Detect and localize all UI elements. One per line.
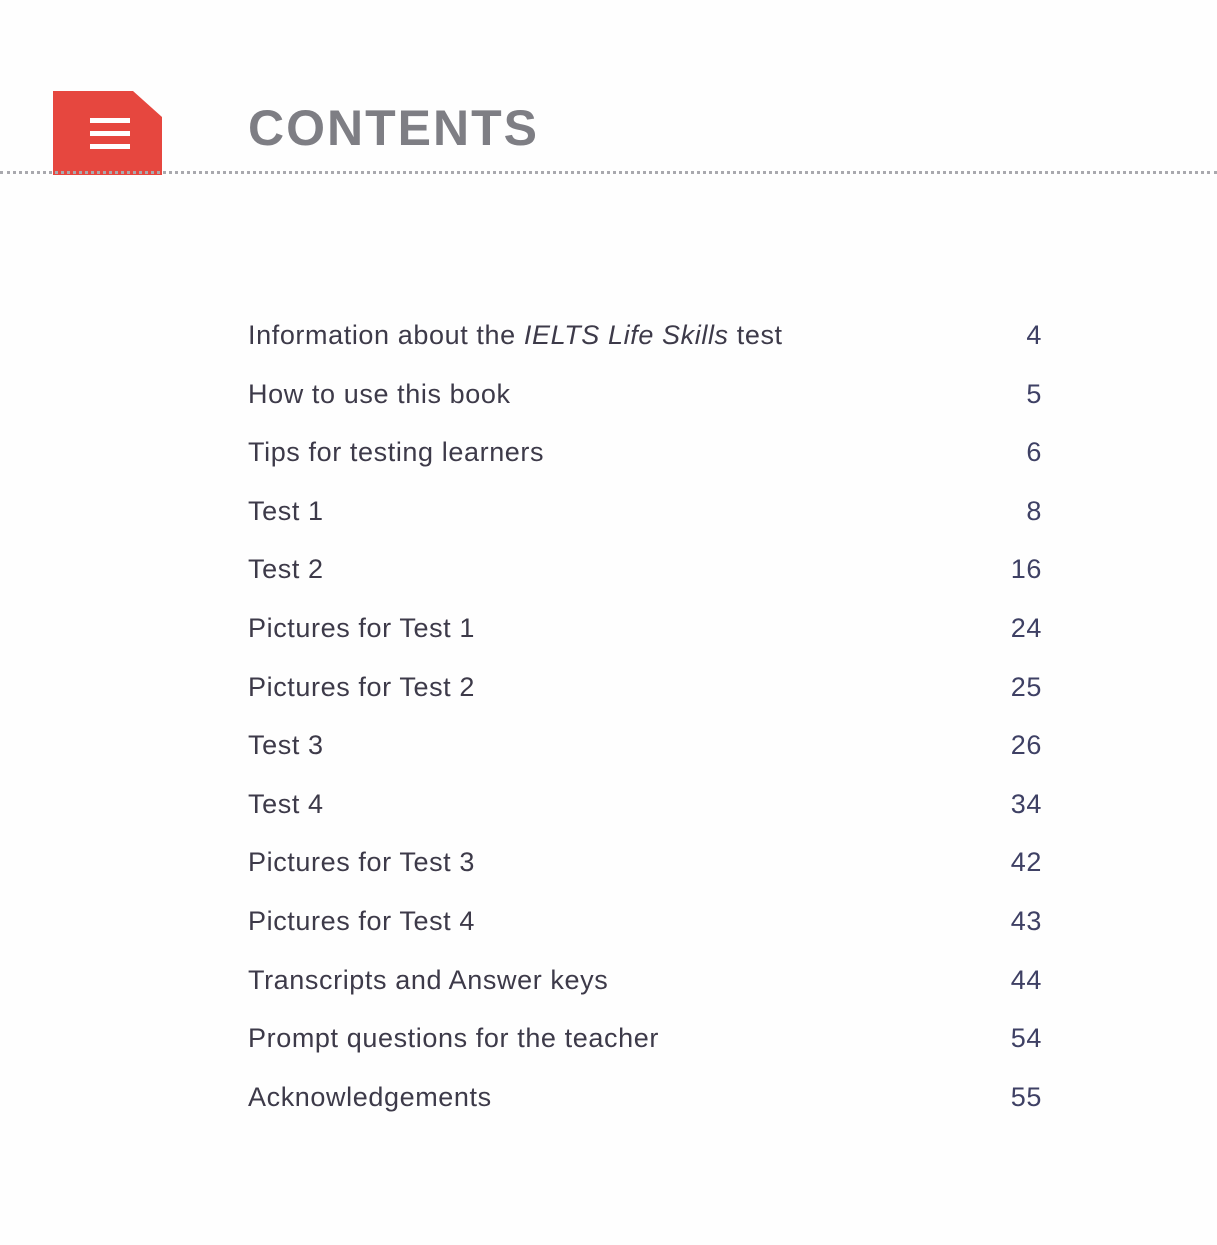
toc-entry	[248, 1082, 1042, 1141]
toc-entry-title	[248, 496, 324, 527]
toc-entry	[248, 965, 1042, 1024]
section-badge	[53, 91, 162, 175]
toc-entry-title-text: Test 3	[248, 730, 324, 761]
toc-entry-title-text: Pictures for Test 4	[248, 905, 475, 936]
toc-entry	[248, 1023, 1042, 1082]
toc-entry-page-number: 54	[1010, 1023, 1042, 1054]
roman-numeral-three-icon	[90, 118, 130, 150]
toc-entry-title	[248, 847, 475, 878]
toc-entry	[248, 730, 1042, 789]
toc-entry-title-italic: IELTS Life Skills	[523, 320, 729, 350]
toc-entry-title-text: Acknowledgements	[248, 1081, 492, 1112]
toc-entry-title	[248, 613, 475, 644]
toc-entry-title-text: Transcripts and Answer keys	[248, 964, 609, 995]
toc-entry-title	[248, 1023, 659, 1054]
toc-entry-title	[248, 437, 544, 468]
toc-entry	[248, 613, 1042, 672]
toc-entry-title	[248, 1082, 492, 1113]
toc-entry	[248, 672, 1042, 731]
toc-entry-page-number: 16	[1010, 554, 1042, 585]
toc-entry-title-text: Tips for testing learners	[248, 437, 545, 468]
toc-entry-page-number: 5	[1026, 378, 1042, 409]
toc-entry-title	[248, 320, 783, 351]
toc-entry-page-number: 55	[1010, 1081, 1042, 1112]
toc-entry-title-text: Pictures for Test 2	[248, 671, 475, 702]
toc-entry	[248, 496, 1042, 555]
toc-entry	[248, 320, 1042, 379]
toc-entry-title	[248, 672, 475, 703]
toc-entry-title	[248, 379, 511, 410]
toc-entry-page-number: 34	[1010, 788, 1042, 819]
toc-entry-title-text: Test 2	[248, 554, 324, 585]
header-divider	[0, 171, 1217, 174]
toc-entry	[248, 554, 1042, 613]
toc-entry-title-suffix: test	[728, 320, 783, 350]
toc-entry-title-text: Pictures for Test 3	[248, 847, 475, 878]
toc-entry	[248, 789, 1042, 848]
toc-entry-title-text: Test 1	[248, 495, 324, 526]
toc-entry-title-text: Test 4	[248, 788, 324, 819]
toc-entry-title-text: Information about the	[248, 320, 524, 350]
toc-entry-page-number: 26	[1010, 730, 1042, 761]
toc-entry-title	[248, 730, 324, 761]
toc-entry-title-text: Prompt questions for the teacher	[248, 1023, 659, 1054]
table-of-contents	[248, 320, 1042, 1140]
page-title: CONTENTS	[248, 100, 539, 156]
toc-entry	[248, 437, 1042, 496]
toc-entry	[248, 379, 1042, 438]
toc-entry-title	[248, 965, 608, 996]
toc-entry-page-number: 24	[1010, 612, 1042, 643]
toc-entry-page-number: 43	[1010, 905, 1042, 936]
toc-entry-page-number: 6	[1026, 437, 1042, 468]
toc-entry-page-number: 42	[1010, 847, 1042, 878]
toc-entry-page-number: 44	[1010, 964, 1042, 995]
toc-entry-title	[248, 789, 324, 820]
toc-entry	[248, 906, 1042, 965]
toc-entry-page-number: 8	[1026, 495, 1042, 526]
toc-entry-title	[248, 906, 475, 937]
toc-entry-title-text: How to use this book	[248, 378, 511, 409]
toc-entry-page-number: 25	[1010, 671, 1042, 702]
toc-entry-title-text: Pictures for Test 1	[248, 612, 475, 643]
toc-entry-page-number: 4	[1026, 320, 1042, 350]
toc-entry-title	[248, 554, 324, 585]
toc-entry	[248, 847, 1042, 906]
